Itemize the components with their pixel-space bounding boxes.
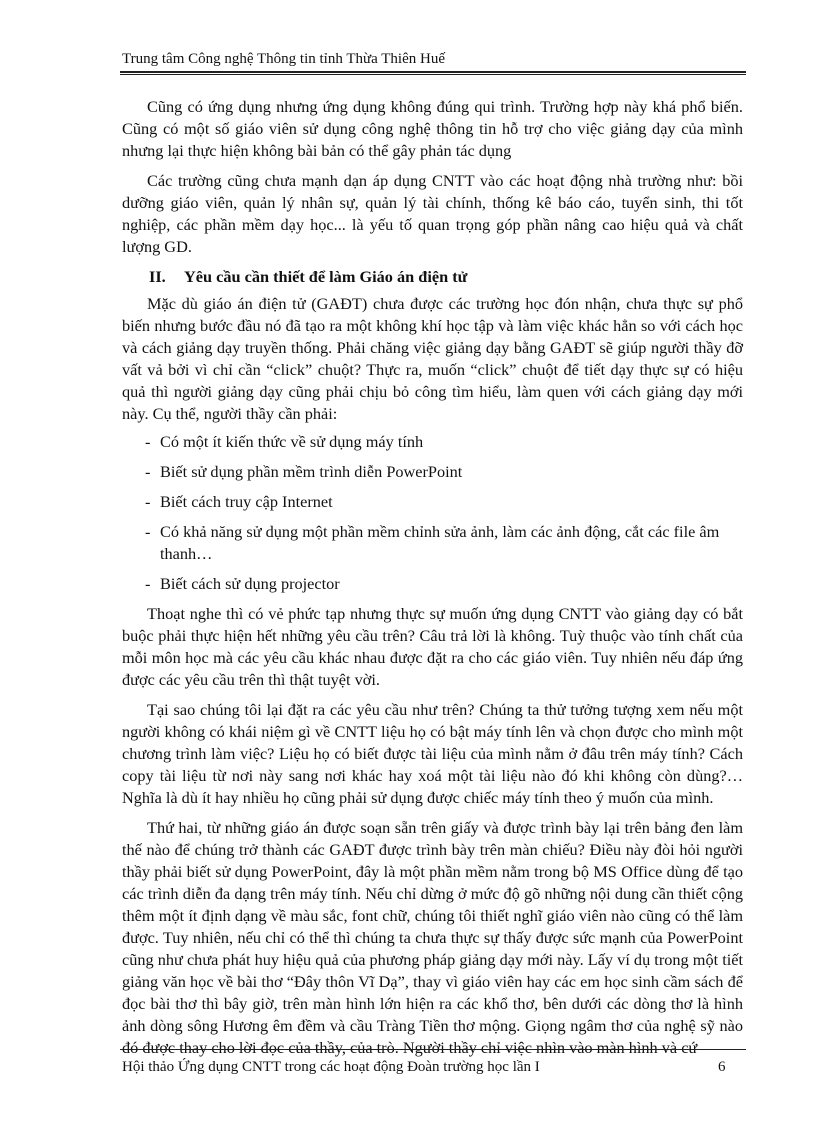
- body-paragraph: Cũng có ứng dụng nhưng ứng dụng không đúng qui trình. Trường hợp này khá phổ biến. Cũng có một số giáo viên sử dụng công nghệ thông tin hỗ trợ cho việc giảng dạy của mình nhưng lại thực hiện không bài bản có thể gây phản tác dụng: [122, 97, 743, 160]
- list-item-text: Có khả năng sử dụng một phần mềm chỉnh sửa ảnh, làm các ảnh động, cắt các file âm thanh…: [160, 522, 720, 563]
- bullet-dash: -: [145, 574, 151, 593]
- list-item: [122, 521, 743, 565]
- page-body: [122, 96, 743, 1067]
- section-title: Yêu cầu cần thiết để làm Giáo án điện tử: [184, 267, 468, 286]
- list-item: [122, 491, 743, 513]
- bullet-dash: -: [145, 492, 151, 511]
- requirements-list: [122, 431, 743, 595]
- page-number: 6: [718, 1059, 726, 1075]
- page-footer: Hội thảo Ứng dụng CNTT trong các hoạt động Đoàn trường học lần I: [122, 1059, 540, 1075]
- body-paragraph: Mặc dù giáo án điện tử (GAĐT) chưa được các trường học đón nhận, chưa thực sự phổ biến nhưng bước đầu nó đã tạo ra một không khí học tập và làm việc khác hẳn so với cách học và cách giảng dạy truyền thống. Phải chăng việc giảng dạy bằng GAĐT sẽ giúp người thầy đỡ vất vả bởi vì chỉ cần “click” chuột? Thực ra, muốn “click” chuột để tiết dạy thực sự có hiệu quả thì người giảng dạy cũng phải chịu bỏ công tìm hiểu, làm quen với cách giảng dạy mới này. Cụ thể, người thầy cần phải:: [122, 294, 743, 423]
- body-paragraph: Các trường cũng chưa mạnh dạn áp dụng CNTT vào các hoạt động nhà trường như: bồi dưỡng giáo viên, quản lý nhân sự, quản lý tài chính, thống kê báo cáo, tuyển sinh, thi tốt nghiệp, các phần mềm dạy học... là yếu tố quan trọng góp phần nâng cao hiệu quả và chất lượng GD.: [122, 171, 743, 256]
- section-number: II.: [149, 267, 166, 286]
- list-item-text: Biết cách truy cập Internet: [160, 492, 333, 511]
- page-header: Trung tâm Công nghệ Thông tin tỉnh Thừa Thiên Huế: [122, 51, 445, 67]
- list-item: [122, 461, 743, 483]
- bullet-dash: -: [145, 462, 151, 481]
- body-paragraph: Thoạt nghe thì có vẻ phức tạp nhưng thực sự muốn ứng dụng CNTT vào giảng dạy có bắt buộc phải thực hiện hết những yêu cầu trên? Câu trả lời là không. Tuỳ thuộc vào tính chất của mỗi môn học mà các yêu cầu khác nhau được đặt ra cho các giáo viên. Tuy nhiên nếu đáp ứng được các yêu cầu trên thì thật tuyệt vời.: [122, 604, 743, 689]
- list-item: [122, 573, 743, 595]
- body-paragraph: Tại sao chúng tôi lại đặt ra các yêu cầu như trên? Chúng ta thử tưởng tượng xem nếu một người không có khái niệm gì về CNTT liệu họ có bật máy tính lên và chọn được cho mình một chương trình làm việc? Liệu họ có biết được tài liệu của mình nằm ở đâu trên máy tính? Cách copy tài liệu từ nơi này sang nơi khác hay xoá một tài liệu nào đó khi không còn dùng?… Nghĩa là dù ít hay nhiều họ cũng phải sử dụng được chiếc máy tính theo ý muốn của mình.: [122, 700, 743, 807]
- bullet-dash: -: [145, 432, 151, 451]
- header-rule-thin: [120, 74, 746, 75]
- list-item-text: Biết sử dụng phần mềm trình diễn PowerPoint: [160, 462, 463, 481]
- header-rule-thick: [120, 71, 746, 73]
- section-heading: [122, 266, 743, 288]
- list-item-text: Có một ít kiến thức về sử dụng máy tính: [160, 432, 424, 451]
- footer-rule: [120, 1049, 746, 1050]
- list-item: [122, 431, 743, 453]
- list-item-text: Biết cách sử dụng projector: [160, 574, 340, 593]
- body-paragraph: Thứ hai, từ những giáo án được soạn sẵn trên giấy và được trình bày lại trên bảng đen làm thế nào để chúng trở thành các GAĐT được trình bày trên màn chiếu? Điều này đòi hỏi người thầy phải biết sử dụng PowerPoint, đây là một phần mềm nằm trong bộ MS Office dùng để tạo các trình diễn đa dạng trên máy tính. Nếu chỉ dừng ở mức độ gõ những nội dung cần thiết cộng thêm một ít định dạng về màu sắc, font chữ, chúng tôi thiết nghĩ giáo viên nào cũng có thể làm được. Tuy nhiên, nếu chỉ có thể thì chúng ta chưa thực sự thấy được sức mạnh của PowerPoint cũng như chưa phát huy hiệu quả của phương pháp giảng dạy mới này. Lấy ví dụ trong một tiết giảng văn học về bài thơ “Đây thôn Vĩ Dạ”, thay vì giáo viên hay các em học sinh cầm sách để đọc bài thơ thì bây giờ, trên màn hình lớn hiện ra các khổ thơ, bên dưới các dòng thơ là hình ảnh dòng sông Hương êm đềm và cầu Tràng Tiền thơ mộng. Giọng ngâm thơ của nghệ sỹ nào đó được thay cho lời đọc của thầy, của trò. Người thầy chỉ việc nhìn vào màn hình và cứ: [122, 818, 743, 1057]
- bullet-dash: -: [145, 522, 151, 541]
